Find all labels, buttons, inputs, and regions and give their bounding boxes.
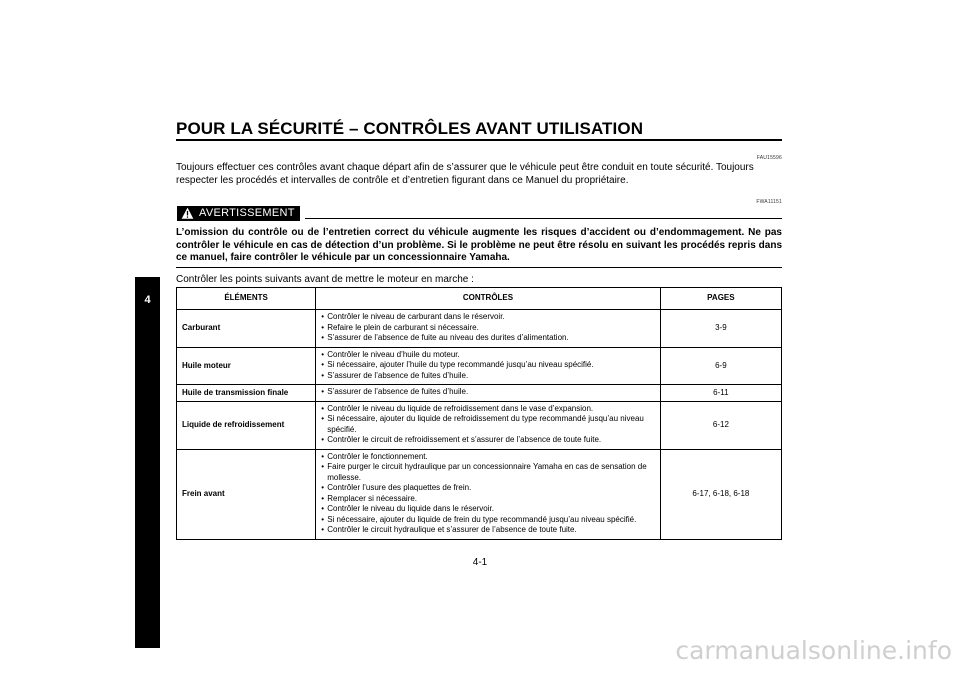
list-item: • Si nécessaire, ajouter du liquide de refroidissement du type recommandé jusqu’au niveau spécifié. <box>321 414 658 435</box>
reference-code: FAU15596 <box>756 155 782 161</box>
table-row <box>177 385 782 402</box>
list-item: • Remplacer si nécessaire. <box>321 494 658 505</box>
list-item: • Contrôler le niveau du liquide de refroidissement dans le vase d’expansion. <box>321 404 658 415</box>
list-item: • Refaire le plein de carburant si nécessaire. <box>321 323 658 334</box>
controls-list <box>321 350 658 382</box>
table-row <box>177 347 782 385</box>
controls-list <box>321 312 658 344</box>
watermark: carmanualsonline.info <box>675 636 952 665</box>
controls-cell <box>316 449 661 539</box>
element-cell: Huile moteur <box>177 347 316 385</box>
list-item: • S’assurer de l’absence de fuites d’huile. <box>321 387 658 398</box>
warning-text: L’omission du contrôle ou de l’entretien correct du véhicule augmente les risques d’accident ou d’endommagement. Ne pas contrôler le véhicule en cas de détection d’un problème. Si le problème ne peut être résolu en suivant les procédés repris dans ce manuel, faire contrôler le véhicule par un concessionnaire Yamaha. <box>176 227 782 263</box>
warning-label <box>177 206 300 221</box>
list-item: • Faire purger le circuit hydraulique par un concessionnaire Yamaha en cas de sensation de mollesse. <box>321 462 658 483</box>
pages-cell: 6-11 <box>660 385 781 402</box>
chapter-number: 4 <box>144 294 151 306</box>
controls-list <box>321 404 658 446</box>
element-cell: Carburant <box>177 310 316 348</box>
controls-cell <box>316 385 661 402</box>
list-item: • Contrôler le niveau du liquide dans le réservoir. <box>321 504 658 515</box>
pages-cell: 6-17, 6-18, 6-18 <box>660 449 781 539</box>
pages-cell: 6-12 <box>660 401 781 449</box>
table-intro: Contrôler les points suivants avant de mettre le moteur en marche : <box>176 274 474 285</box>
page-number: 4-1 <box>472 557 488 568</box>
list-item: • Contrôler le fonctionnement. <box>321 452 658 463</box>
table-row <box>177 310 782 348</box>
table-row <box>177 449 782 539</box>
pages-cell: 6-9 <box>660 347 781 385</box>
list-item: • Contrôler le circuit de refroidissement et s’assurer de l’absence de toute fuite. <box>321 435 658 446</box>
controls-cell <box>316 310 661 348</box>
list-item: • Si nécessaire, ajouter du liquide de frein du type recommandé jusqu’au niveau spécifié. <box>321 515 658 526</box>
controls-list <box>321 452 658 536</box>
list-item: • S’assurer de l’absence de fuites d’huile. <box>321 371 658 382</box>
table-body <box>177 310 782 540</box>
list-item: • Contrôler le niveau d’huile du moteur. <box>321 350 658 361</box>
table-row <box>177 401 782 449</box>
element-cell: Huile de transmission finale <box>177 385 316 402</box>
list-item: • Contrôler le niveau de carburant dans le réservoir. <box>321 312 658 323</box>
checks-table <box>176 287 782 540</box>
warning-rule <box>305 218 782 219</box>
table-header-row <box>177 288 782 310</box>
controls-list <box>321 387 658 398</box>
chapter-tab <box>135 277 160 648</box>
list-item: • Si nécessaire, ajouter l’huile du type recommandé jusqu’au niveau spécifié. <box>321 360 658 371</box>
page-title: POUR LA SÉCURITÉ – CONTRÔLES AVANT UTILISATION <box>176 119 644 138</box>
controls-cell <box>316 347 661 385</box>
element-cell: Liquide de refroidissement <box>177 401 316 449</box>
header-controls: CONTRÔLES <box>316 288 661 310</box>
warning-reference-code: FWA11151 <box>756 199 782 205</box>
list-item: • S’assurer de l’absence de fuite au niveau des durites d’alimentation. <box>321 333 658 344</box>
header-pages: PAGES <box>660 288 781 310</box>
warning-triangle-icon <box>181 207 194 220</box>
title-rule <box>176 139 782 141</box>
list-item: • Contrôler le circuit hydraulique et s’assurer de l’absence de toute fuite. <box>321 525 658 536</box>
warning-bottom-rule <box>176 267 782 268</box>
header-elements: ÉLÉMENTS <box>177 288 316 310</box>
list-item: • Contrôler l’usure des plaquettes de frein. <box>321 483 658 494</box>
warning-label-text: AVERTISSEMENT <box>199 207 295 219</box>
intro-paragraph: Toujours effectuer ces contrôles avant chaque départ afin de s’assurer que le véhicule peut être conduit en toute sécurité. Toujours respecter les procédés et intervalles de contrôle et d’entretien figurant dans ce Manuel du propriétaire. <box>176 162 754 186</box>
controls-cell <box>316 401 661 449</box>
pages-cell: 3-9 <box>660 310 781 348</box>
element-cell: Frein avant <box>177 449 316 539</box>
